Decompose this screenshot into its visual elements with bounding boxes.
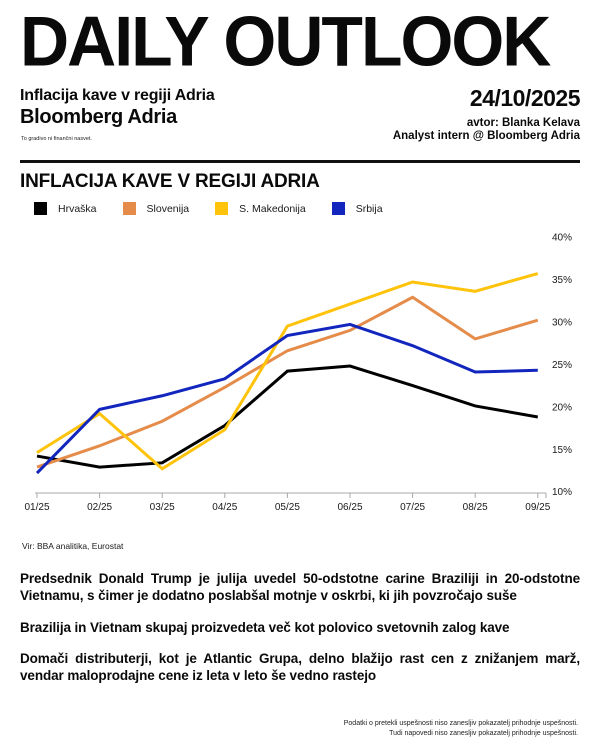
- y-tick-label: 15%: [552, 444, 573, 456]
- legend-swatch: [34, 202, 47, 215]
- x-tick-label: 06/25: [337, 502, 363, 513]
- legend-item: [123, 202, 190, 215]
- issue-date: 24/10/2025: [469, 85, 580, 111]
- legend-swatch: [332, 202, 345, 215]
- x-tick-label: 07/25: [400, 502, 426, 513]
- x-tick-label: 09/25: [525, 502, 551, 513]
- x-tick-label: 04/25: [212, 502, 238, 513]
- legend-label: Srbija: [355, 202, 383, 215]
- x-tick-label: 05/25: [274, 502, 300, 513]
- y-tick-label: 30%: [552, 317, 573, 329]
- legend-item: [34, 202, 97, 215]
- x-tick-label: 08/25: [462, 502, 488, 513]
- issue-meta: [393, 85, 580, 142]
- x-tick-label: 01/25: [24, 502, 50, 513]
- y-tick-label: 10%: [552, 487, 573, 499]
- series-line-slovenija: [37, 297, 538, 467]
- edition-subtitle: Inflacija kave v regiji Adria: [20, 87, 215, 104]
- header-divider: [20, 160, 580, 163]
- chart-legend: [34, 202, 383, 215]
- series-line-hrva-ka: [37, 366, 538, 467]
- line-chart-svg: [0, 225, 600, 520]
- legend-swatch: [123, 202, 136, 215]
- legend-item: [332, 202, 383, 215]
- author-line: avtor: Blanka Kelava: [466, 117, 580, 129]
- legend-label: Slovenija: [146, 202, 190, 215]
- y-tick-label: 40%: [552, 232, 573, 244]
- legend-swatch: [215, 202, 228, 215]
- y-tick-label: 25%: [552, 359, 573, 371]
- series-line-srbija: [37, 324, 538, 473]
- chart-source: Vir: BBA analitika, Eurostat: [22, 541, 124, 551]
- chart-title: INFLACIJA KAVE V REGIJI ADRIA: [20, 171, 320, 192]
- legend-item: [215, 202, 306, 215]
- y-tick-label: 20%: [552, 402, 573, 414]
- body-copy: [20, 570, 580, 698]
- x-tick-label: 03/25: [149, 502, 175, 513]
- micro-disclaimer: To gradivo ni finančni nasvet.: [21, 136, 92, 142]
- paragraph-tariffs: Predsednik Donald Trump je julija uvedel 50-odstotne carine Braziliji in 20-odstotne Vietnamu, s čimer je dodatno poslabšal motnje v oskrbi, ki jih povzročajo suše: [20, 571, 580, 604]
- brand-name: Bloomberg Adria: [20, 106, 177, 128]
- legend-label: Hrvaška: [58, 202, 97, 215]
- masthead-title: DAILY OUTLOOK: [20, 1, 550, 81]
- footer-disclaimer: [344, 719, 578, 739]
- footer-disclaimer-line1: Podatki o pretekli uspešnosti niso zanesljiv pokazatelj prihodnje uspešnosti.: [343, 720, 578, 727]
- footer-disclaimer-line2: Tudi napovedi niso zanesljiv pokazatelj prihodnje uspešnosti.: [389, 729, 578, 737]
- author-role: Analyst intern @ Bloomberg Adria: [392, 130, 580, 142]
- legend-label: S. Makedonija: [239, 202, 306, 215]
- inflation-chart: [0, 225, 600, 520]
- x-tick-label: 02/25: [87, 502, 113, 513]
- paragraph-supply: Brazilija in Vietnam skupaj proizvedeta več kot polovico svetovnih zalog kave: [20, 619, 510, 635]
- paragraph-distributors: Domači distributerji, kot je Atlantic Grupa, delno blažijo rast cen z znižanjem marž, vendar maloprodajne cene iz leta v leto še vedno rastejo: [20, 650, 580, 684]
- y-tick-label: 35%: [552, 274, 573, 286]
